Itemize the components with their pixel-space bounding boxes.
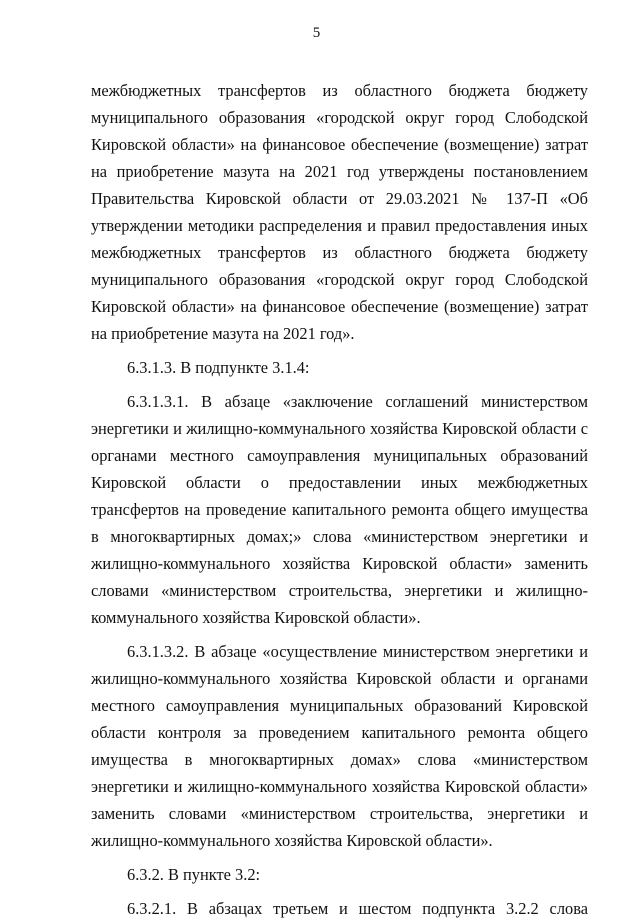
paragraph-6-3-2-1: 6.3.2.1. В абзацах третьем и шестом подпункта 3.2.2 слова <box>127 899 588 918</box>
paragraph-6-3-2: 6.3.2. В пункте 3.2: <box>127 865 261 884</box>
paragraph-6-3-1-3-1: 6.3.1.3.1. В абзаце «заключение соглашений министерством энергетики и жилищно-коммунального хозяйства Кировской области с органами местного самоуправления муниципальных образований Кировской области о предоставлении иных межбюджетных трансфертов на проведение капитального ремонта общего имущества в многоквартирных домах;» слова «министерством энергетики и жилищно-коммунального хозяйства Кировской области» заменить словами «министерством строительства, энергетики и жилищно-коммунального хозяйства Кировской области». <box>91 392 588 627</box>
document-body <box>91 77 588 922</box>
paragraph-continuation: межбюджетных трансфертов из областного бюджета бюджету муниципального образования «городской округ город Слободской Кировской области» на финансовое обеспечение (возмещение) затрат на приобретение мазута на 2021 год утверждены постановлением Правительства Кировской области от 29.03.2021 № 137-П «Об утверждении методики распределения и правил предоставления иных межбюджетных трансфертов из областного бюджета бюджету муниципального образования «городской округ город Слободской Кировской области» на финансовое обеспечение (возмещение) затрат на приобретение мазута на 2021 год». <box>91 81 588 343</box>
paragraph-6-3-1-3-2: 6.3.1.3.2. В абзаце «осуществление министерством энергетики и жилищно-коммунального хозяйства Кировской области и органами местного самоуправления муниципальных образований Кировской области контроля за проведением капитального ремонта общего имущества в многоквартирных домах» слова «министерством энергетики и жилищно-коммунального хозяйства Кировской области» заменить словами «министерством строительства, энергетики и жилищно-коммунального хозяйства Кировской области». <box>91 642 588 850</box>
page-number: 5 <box>312 25 321 41</box>
paragraph-6-3-1-3: 6.3.1.3. В подпункте 3.1.4: <box>127 358 310 377</box>
